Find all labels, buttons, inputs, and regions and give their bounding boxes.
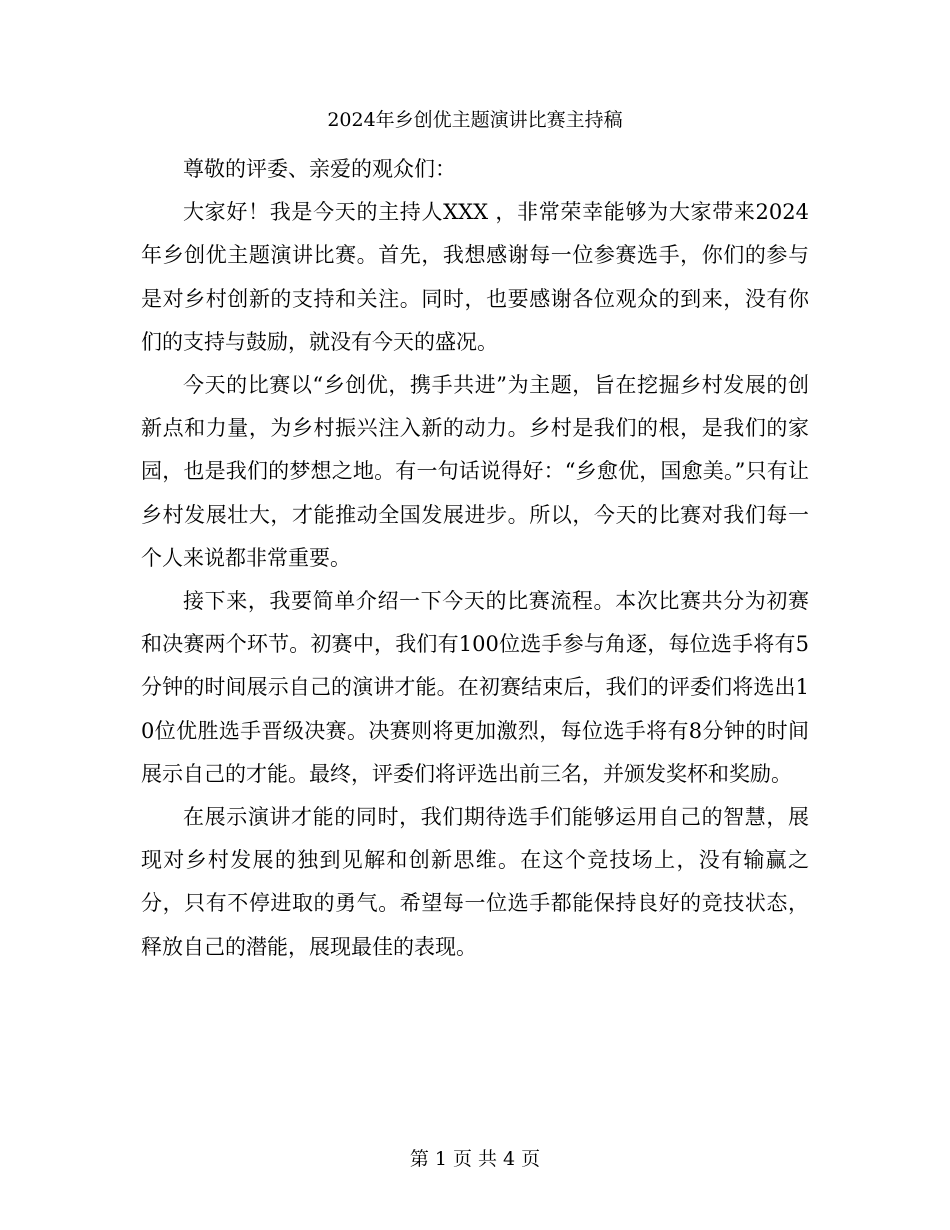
page-number-footer: 第 1 页 共 4 页 [409, 1148, 541, 1170]
salutation: 尊敬的评委、亲爱的观众们： [183, 157, 456, 181]
paragraph-opening: 大家好！我是今天的主持人XXX ，非常荣幸能够为大家带来2024年乡创优主题演讲比赛。首先，我想感谢每一位参赛选手，你们的参与是对乡村创新的支持和关注。同时，也要感谢各位观众的到来，没有你们的支持与鼓励，就没有今天的盛况。 [141, 200, 809, 354]
document-body [141, 148, 809, 969]
document-title: 2024年乡创优主题演讲比赛主持稿 [327, 109, 623, 131]
paragraph-theme: 今天的比赛以“乡创优，携手共进”为主题，旨在挖掘乡村发展的创新点和力量，为乡村振兴注入新的动力。乡村是我们的根，是我们的家园，也是我们的梦想之地。有一句话说得好：“乡愈优，国愈美。”只有让乡村发展壮大，才能推动全国发展进步。所以，今天的比赛对我们每一个人来说都非常重要。 [141, 373, 809, 570]
paragraph-expectation: 在展示演讲才能的同时，我们期待选手们能够运用自己的智慧，展现对乡村发展的独到见解和创新思维。在这个竞技场上，没有输赢之分，只有不停进取的勇气。希望每一位选手都能保持良好的竞技状态，释放自己的潜能，展现最佳的表现。 [141, 805, 809, 959]
paragraph-process: 接下来，我要简单介绍一下今天的比赛流程。本次比赛共分为初赛和决赛两个环节。初赛中，我们有100位选手参与角逐，每位选手将有5分钟的时间展示自己的演讲才能。在初赛结束后，我们的评委们将选出10位优胜选手晋级决赛。决赛则将更加激烈，每位选手将有8分钟的时间展示自己的才能。最终，评委们将评选出前三名，并颁发奖杯和奖励。 [141, 589, 809, 786]
